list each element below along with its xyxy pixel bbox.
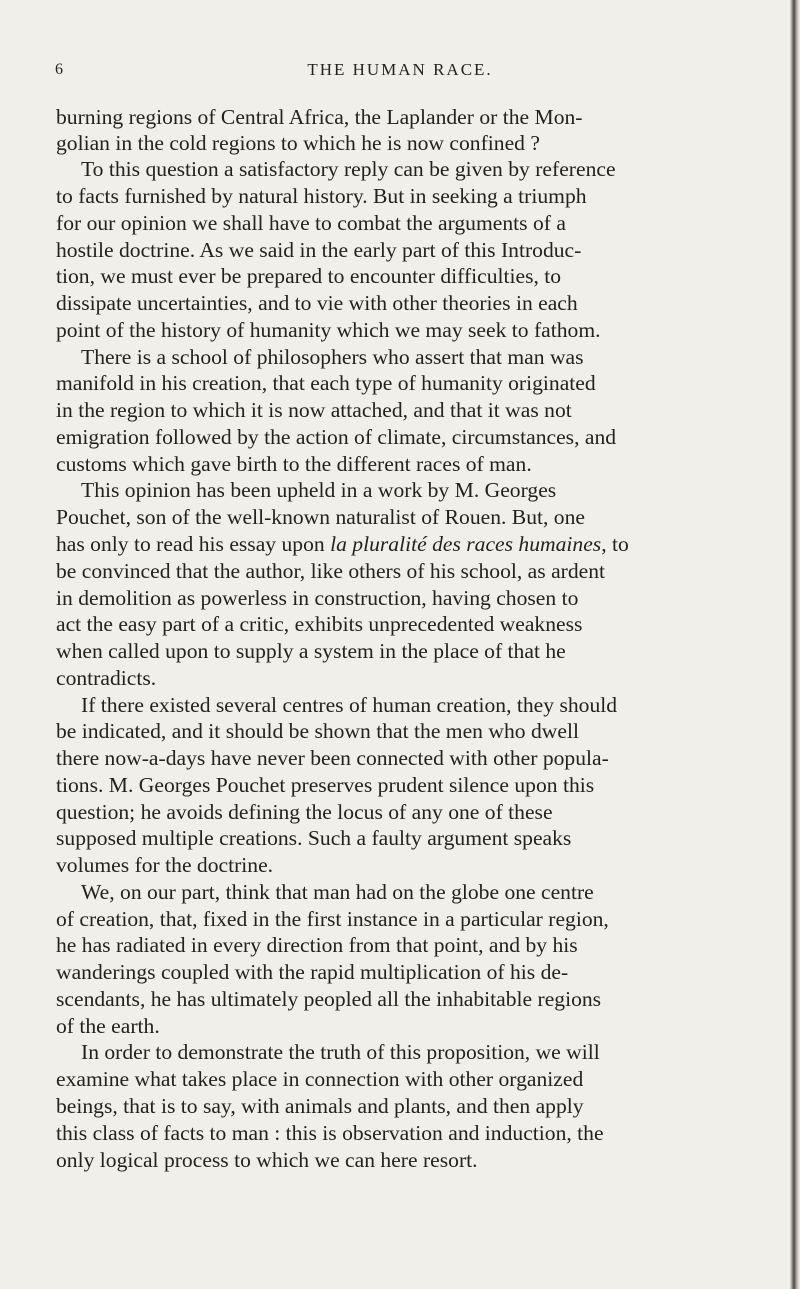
text-line: of the earth. <box>56 1014 160 1038</box>
page-header <box>0 0 790 110</box>
page-number: 6 <box>55 61 63 78</box>
text-line: be indicated, and it should be shown that the men who dwell <box>56 719 579 743</box>
text-line: when called upon to supply a system in the place of that he <box>56 639 566 663</box>
text-line: In order to demonstrate the truth of this proposition, we will <box>81 1040 600 1064</box>
text-line: We, on our part, think that man had on the globe one centre <box>81 880 594 904</box>
text-line: dissipate uncertainties, and to vie with other theories in each <box>56 291 578 315</box>
text-line: Pouchet, son of the well-known naturalist of Rouen. But, one <box>56 505 585 529</box>
text-line: to facts furnished by natural history. But in seeking a triumph <box>56 184 587 208</box>
text-line: question; he avoids defining the locus of any one of these <box>56 800 553 824</box>
text-line: point of the history of humanity which we may seek to fathom. <box>56 318 601 342</box>
text-line: emigration followed by the action of climate, circumstances, and <box>56 425 617 449</box>
text-line: If there existed several centres of human creation, they should <box>81 693 618 717</box>
text-span: has only to read his essay upon <box>56 532 325 556</box>
text-line: burning regions of Central Africa, the Laplander or the Mon- <box>56 105 583 129</box>
text-line: volumes for the doctrine. <box>56 853 274 877</box>
text-line: examine what takes place in connection with other organized <box>56 1067 584 1091</box>
text-line: supposed multiple creations. Such a faulty argument speaks <box>56 826 572 850</box>
text-line <box>56 530 629 558</box>
text-line: be convinced that the author, like others of his school, as ardent <box>56 559 606 583</box>
text-line: There is a school of philosophers who assert that man was <box>81 345 584 369</box>
text-line: manifold in his creation, that each type of humanity originated <box>56 371 596 395</box>
text-line: To this question a satisfactory reply can be given by reference <box>81 157 616 181</box>
text-line: tions. M. Georges Pouchet preserves prudent silence upon this <box>56 773 595 797</box>
text-line: contradicts. <box>56 666 157 690</box>
text-line: scendants, he has ultimately peopled all the inhabitable regions <box>56 987 602 1011</box>
text-line: customs which gave birth to the different races of man. <box>56 452 532 476</box>
text-line: he has radiated in every direction from that point, and by his <box>56 933 578 957</box>
text-line: in the region to which it is now attached, and that it was not <box>56 398 572 422</box>
page-edge <box>790 0 800 1289</box>
text-line: in demolition as powerless in construction, having chosen to <box>56 586 579 610</box>
text-line: only logical process to which we can here resort. <box>56 1148 478 1172</box>
text-line: for our opinion we shall have to combat the arguments of a <box>56 211 566 235</box>
text-line: beings, that is to say, with animals and plants, and then apply <box>56 1094 584 1118</box>
text-line: wanderings coupled with the rapid multiplication of his de- <box>56 960 569 984</box>
running-title: THE HUMAN RACE. <box>307 60 493 79</box>
text-line: of creation, that, fixed in the first instance in a particular region, <box>56 907 609 931</box>
text-line: golian in the cold regions to which he is now confined ? <box>56 131 540 155</box>
book-title: la pluralité des races humaines <box>330 532 602 556</box>
text-line: there now-a-days have never been connected with other popula- <box>56 746 609 770</box>
text-line: hostile doctrine. As we said in the early part of this Introduc- <box>56 238 582 262</box>
text-span: , to <box>601 532 629 556</box>
text-line: tion, we must ever be prepared to encounter difficulties, to <box>56 264 562 288</box>
text-line: act the easy part of a critic, exhibits unprecedented weakness <box>56 612 583 636</box>
text-line: This opinion has been upheld in a work by M. Georges <box>81 478 557 502</box>
text-line: this class of facts to man : this is observation and induction, the <box>56 1121 604 1145</box>
